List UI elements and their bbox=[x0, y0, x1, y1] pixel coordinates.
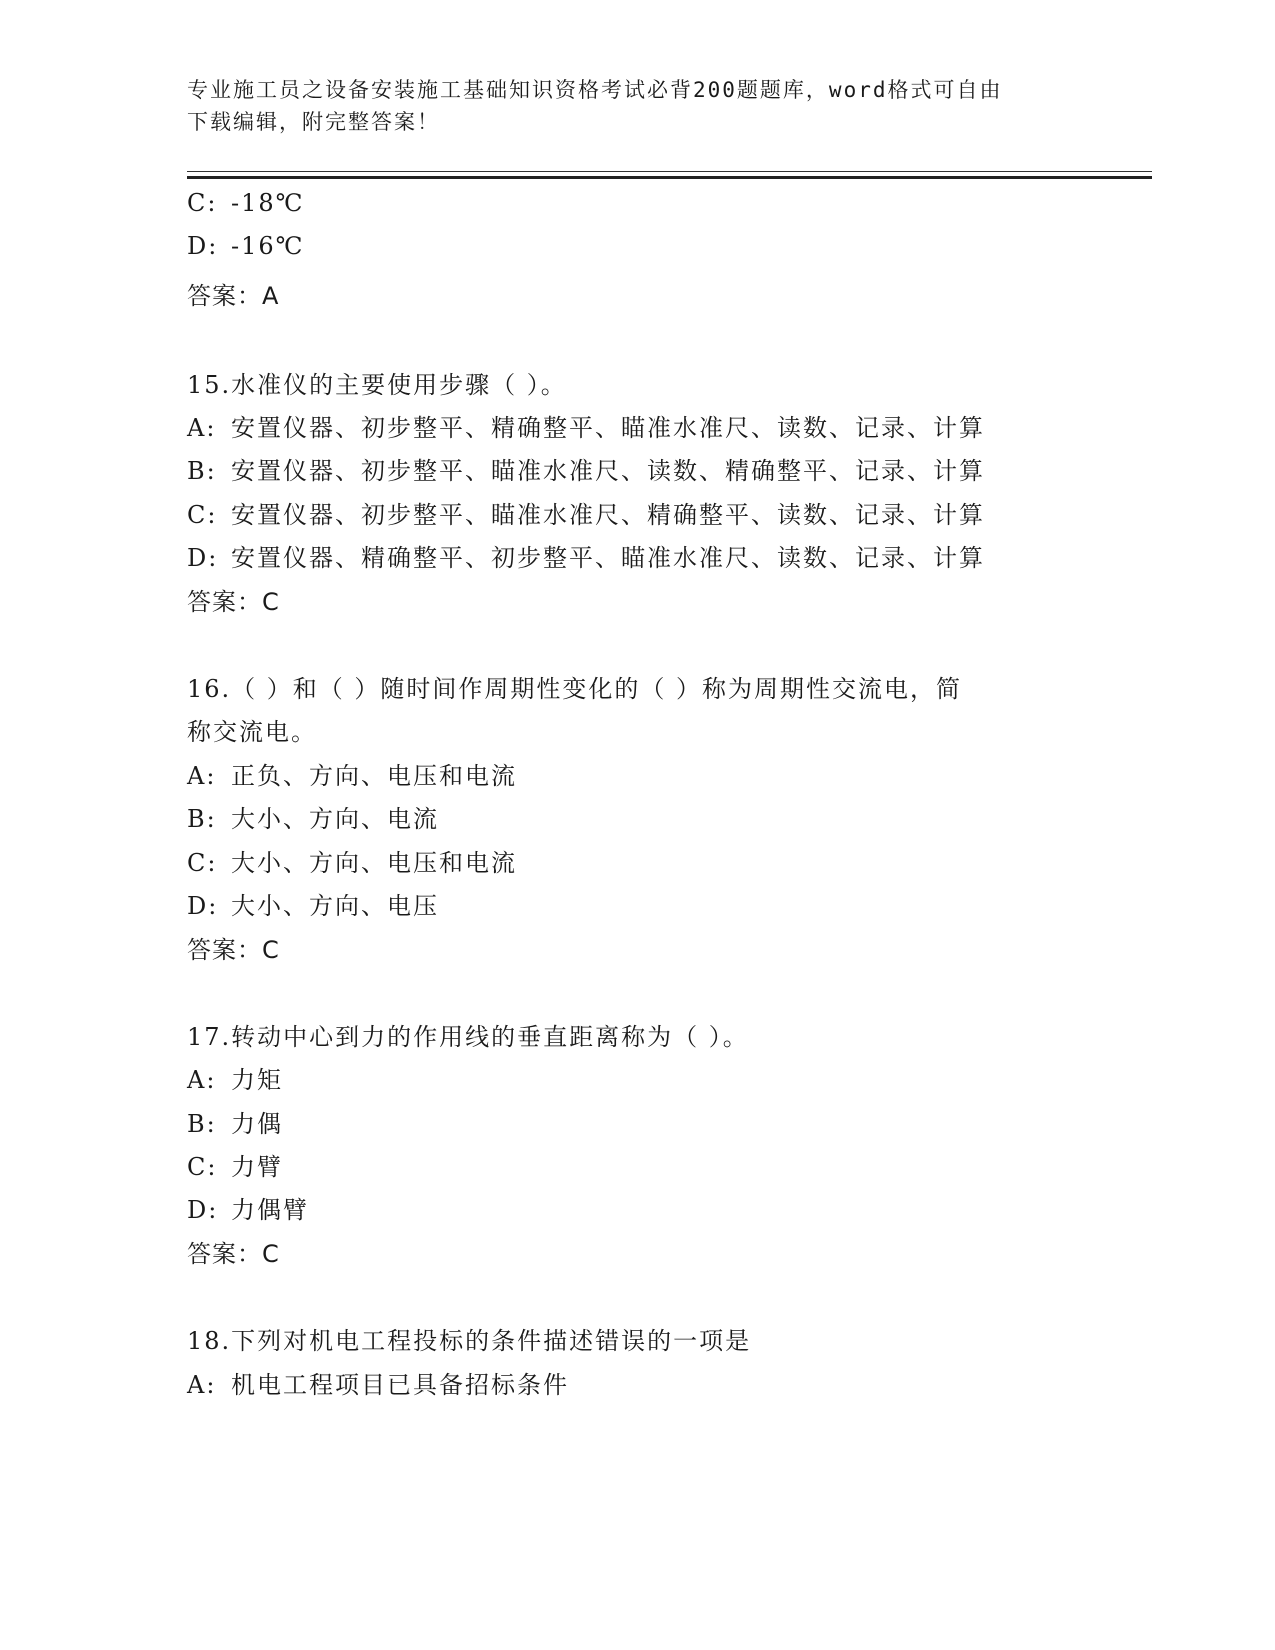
option-letter: C: bbox=[187, 1153, 218, 1181]
option-d bbox=[187, 886, 439, 921]
header-line-2: 下载编辑，附完整答案！ bbox=[187, 110, 440, 134]
answer-line: 答案：C bbox=[187, 936, 280, 964]
option-b bbox=[187, 451, 985, 486]
option-letter: A: bbox=[187, 762, 217, 790]
answer-line: 答案：C bbox=[187, 1240, 280, 1268]
option-text: 力偶 bbox=[231, 1110, 283, 1138]
option-letter: C: bbox=[187, 849, 218, 877]
option-text: 力矩 bbox=[231, 1066, 283, 1094]
question-17-stem: 17.转动中心到力的作用线的垂直距离称为（ ）。 bbox=[187, 1023, 749, 1051]
option-a bbox=[187, 408, 985, 443]
option-a bbox=[187, 756, 517, 791]
option-letter: B: bbox=[187, 457, 217, 485]
option-text: 大小、方向、电压 bbox=[231, 892, 439, 920]
question-18-stem: 18.下列对机电工程投标的条件描述错误的一项是 bbox=[187, 1327, 752, 1355]
option-text: -18℃ bbox=[231, 189, 305, 217]
question-15-stem: 15.水准仪的主要使用步骤（ ）。 bbox=[187, 371, 567, 399]
option-text: 安置仪器、精确整平、初步整平、瞄准水准尺、读数、记录、计算 bbox=[231, 544, 985, 572]
option-letter: C: bbox=[187, 501, 218, 529]
answer-line: 答案：A bbox=[187, 282, 280, 310]
option-letter: D: bbox=[187, 1196, 219, 1224]
option-d bbox=[187, 1190, 309, 1225]
option-text: 安置仪器、初步整平、瞄准水准尺、精确整平、读数、记录、计算 bbox=[231, 501, 985, 529]
header-divider-thick bbox=[187, 176, 1152, 179]
option-c bbox=[187, 843, 517, 878]
option-letter: D: bbox=[187, 544, 219, 572]
option-text: 安置仪器、初步整平、精确整平、瞄准水准尺、读数、记录、计算 bbox=[231, 414, 985, 442]
option-c bbox=[187, 189, 305, 217]
option-text: 大小、方向、电流 bbox=[231, 805, 439, 833]
option-text: 安置仪器、初步整平、瞄准水准尺、读数、精确整平、记录、计算 bbox=[231, 457, 985, 485]
option-d bbox=[187, 232, 305, 260]
question-16-stem-line-1: 16.（ ）和（ ）随时间作周期性变化的（ ）称为周期性交流电，简 bbox=[187, 675, 963, 703]
option-letter: A: bbox=[187, 414, 217, 442]
option-letter: B: bbox=[187, 1110, 217, 1138]
option-b bbox=[187, 799, 439, 834]
answer-line: 答案：C bbox=[187, 588, 280, 616]
header-line-1: 专业施工员之设备安装施工基础知识资格考试必背200题题库，word格式可自由 bbox=[187, 78, 1003, 102]
option-a bbox=[187, 1060, 283, 1095]
option-b bbox=[187, 1104, 283, 1139]
option-d bbox=[187, 538, 985, 573]
option-text: 力臂 bbox=[231, 1153, 283, 1181]
question-16-stem-line-2: 称交流电。 bbox=[187, 718, 317, 746]
option-text: 力偶臂 bbox=[231, 1196, 309, 1224]
option-letter: C: bbox=[187, 189, 218, 217]
header-divider-thin bbox=[187, 171, 1152, 172]
option-letter: D: bbox=[187, 892, 219, 920]
option-letter: B: bbox=[187, 805, 217, 833]
document-header bbox=[187, 74, 1067, 138]
option-a bbox=[187, 1365, 569, 1400]
option-c bbox=[187, 495, 985, 530]
option-c bbox=[187, 1147, 283, 1182]
option-text: 正负、方向、电压和电流 bbox=[231, 762, 517, 790]
option-text: -16℃ bbox=[231, 232, 305, 260]
option-letter: A: bbox=[187, 1066, 217, 1094]
option-letter: A: bbox=[187, 1371, 217, 1399]
option-text: 大小、方向、电压和电流 bbox=[231, 849, 517, 877]
option-letter: D: bbox=[187, 232, 219, 260]
option-text: 机电工程项目已具备招标条件 bbox=[231, 1371, 569, 1399]
